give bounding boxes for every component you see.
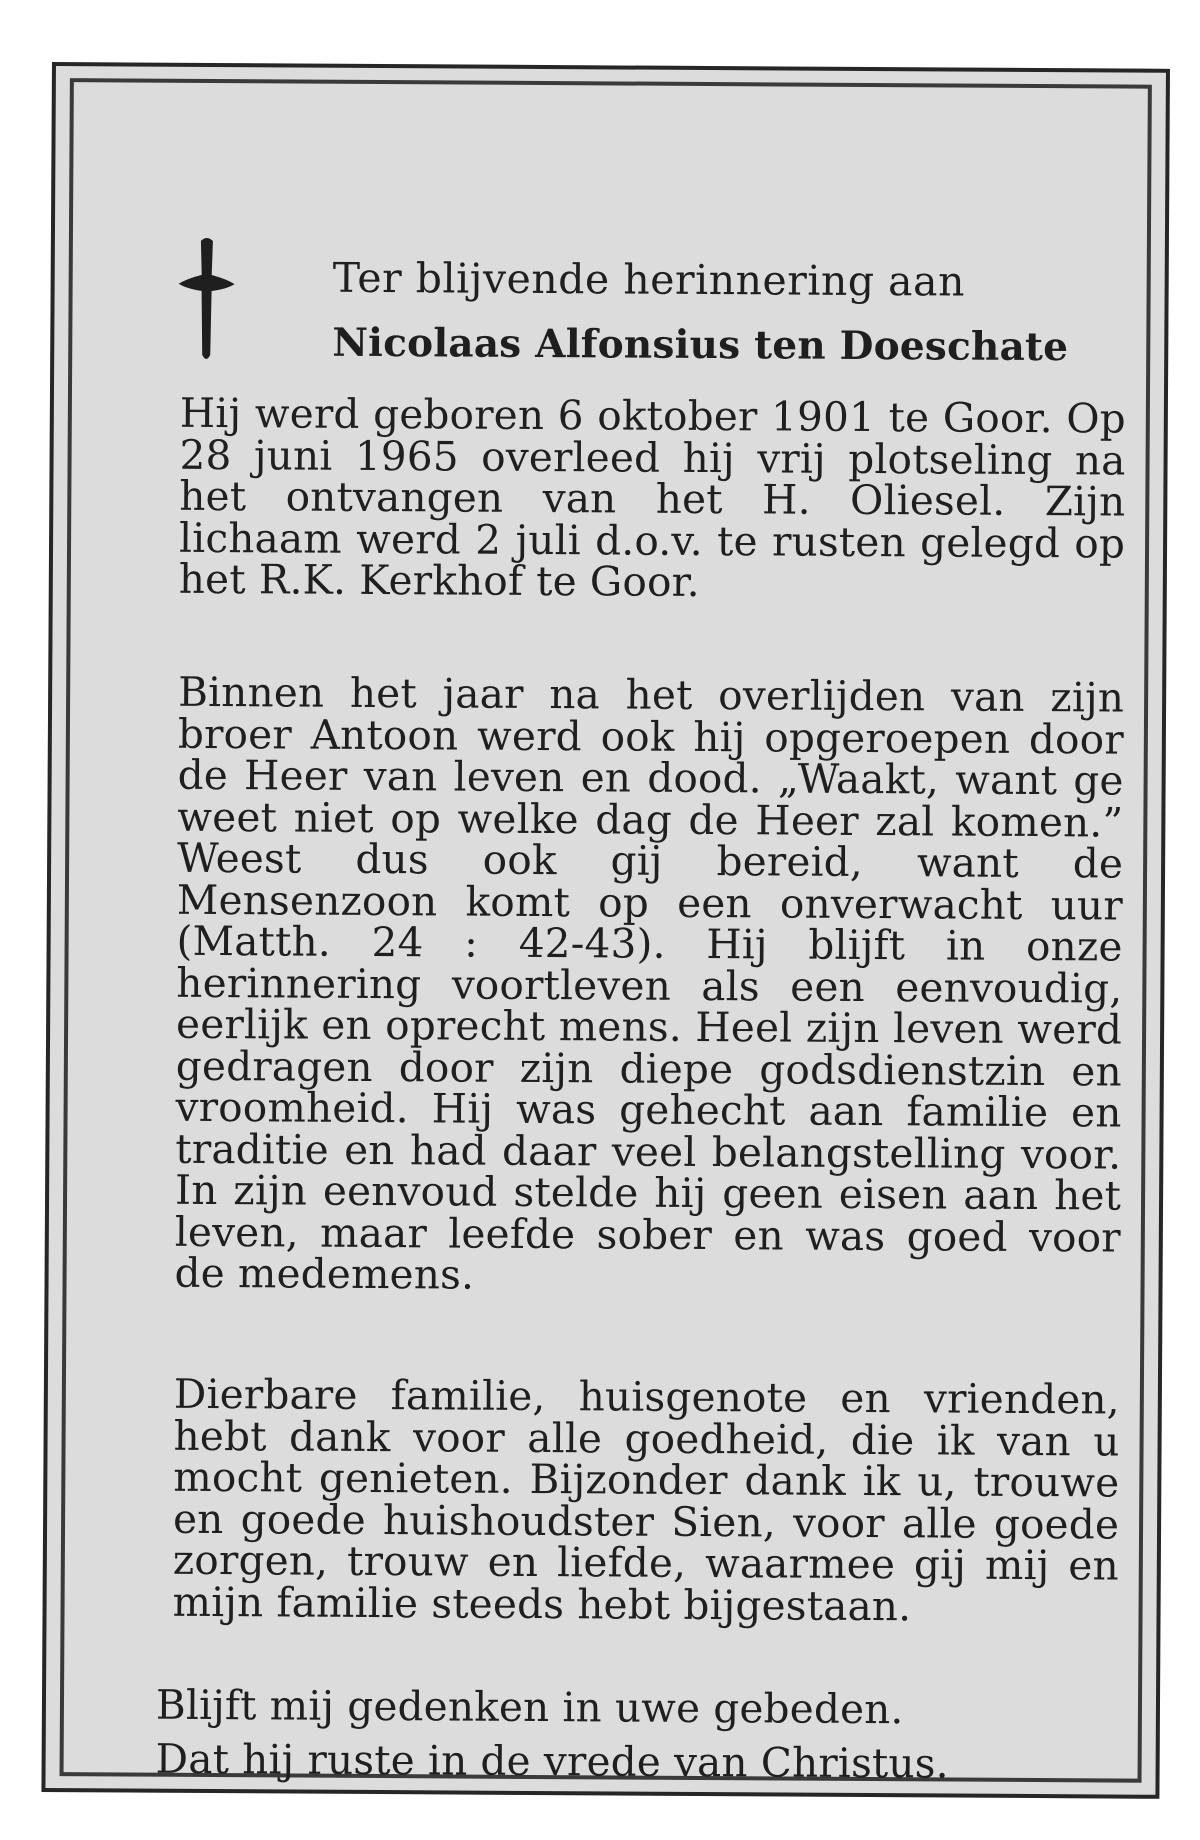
- paragraph-text: Hij werd geboren 6 oktober 1901 te Goor. Op 28 juni 1965 overleed hij vrij plotseling na het ontvangen van het H. Oliesel. Zijn lichaam werd 2 juli d.o.v. te rusten gelegd op het R.K. Kerkhof te Goor.: [178, 388, 1126, 606]
- paragraph-text: Dierbare familie, huisgenote en vrienden, hebt dank voor alle goedheid, die ik van u mocht genieten. Bijzonder dank ik u, trouwe en goede huishoudster Sien, voor alle goede zorgen, trouw en liefde, waarmee gij mij en mijn familie steeds hebt bijgestaan.: [172, 1369, 1120, 1630]
- intro-line: Ter blijvende herinnering aan: [332, 253, 966, 306]
- paragraph-reflection: [174, 667, 1125, 1300]
- closing-line-prayer: Blijft mij gedenken in uwe gebeden.: [155, 1680, 904, 1734]
- paragraph-biography: [178, 388, 1126, 606]
- paragraph-text: Binnen het jaar na het overlijden van zijn broer Antoon werd ook hij opgeroepen door de Heer van leven en dood. „Waakt, want ge weet niet op welke dag de Heer zal komen.” Weest dus ook gij bereid, want de Mensenzoon komt op een onverwacht uur (Matth. 24 : 42-43). Hij blijft in onze herinnering voortleven als een eenvoudig, eerlijk en oprecht mens. Heel zijn leven werd gedragen door zijn diepe godsdienstzin en vroomheid. Hij was gehecht aan familie en traditie en had daar veel belangstelling voor. In zijn eenvoud stelde hij geen eisen aan het leven, maar leefde sober en was goed voor de medemens.: [174, 667, 1125, 1299]
- closing-line-peace: Dat hij ruste in de vrede van Christus.: [155, 1734, 949, 1788]
- paragraph-gratitude: [172, 1369, 1120, 1630]
- cross-icon: [176, 235, 237, 365]
- deceased-name: Nicolaas Alfonsius ten Doeschate: [332, 319, 1069, 371]
- memorial-card: [41, 62, 1170, 1799]
